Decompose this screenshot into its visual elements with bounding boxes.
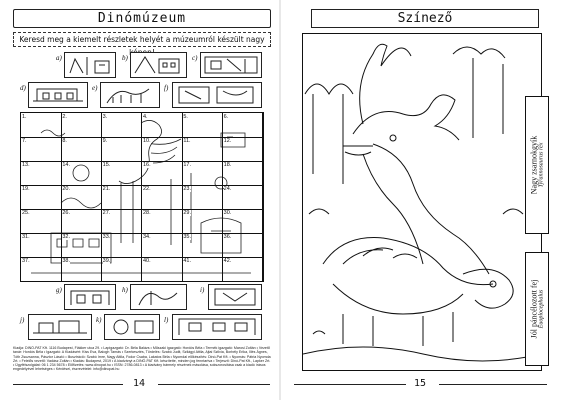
grid-cell-number: 8. [62,138,67,144]
grid-cell [21,113,62,138]
grid-cell-number: 28. [143,210,151,216]
grid-cell [182,185,223,210]
grid-cell [223,113,264,138]
page-title: Dinómúzeum [13,9,271,28]
grid-cell-number: 1. [22,114,27,120]
grid-cell-number: 39. [102,258,111,264]
grid-cell-number: 41. [183,258,191,264]
grid-cell [142,137,183,162]
detail-label-h: h) [122,286,128,294]
species-label-text [530,280,545,339]
grid-cell [102,161,143,186]
grid-cell-number: 3. [102,114,108,120]
grid-cell [102,233,143,258]
dinosaur-illustration [303,34,541,370]
grid-cell-number: 16. [143,162,151,168]
grid-cell [61,137,102,162]
grid-cell-number: 4. [143,114,148,120]
species-latin-name: Euoplocephalus [538,289,545,329]
grid-cell-number: 14. [62,162,70,168]
grid-cell [102,137,143,162]
grid-cell-number: 5. [183,114,188,120]
footer-rule-right [158,384,270,385]
grid-cell-number: 11. [183,138,191,144]
detail-picture-j [28,314,92,340]
footer-rule-left [294,384,406,385]
detail-label-g: g) [56,286,62,294]
page-title: Színező [311,9,539,28]
detail-picture-d [28,82,88,108]
detail-picture-g [64,284,116,310]
grid-cell [223,209,264,234]
detail-label-k: k) [96,316,102,324]
grid-cell [142,161,183,186]
species-label-text [530,136,545,194]
detail-label-l: l) [164,316,169,324]
detail-label-f: f) [164,84,169,92]
detail-picture-l [172,314,262,340]
imprint-text: Kiadja: DINÓ-PAT Kft. 1116 Budapest, Fiákker utca 29. • Lapigazgató: Dr. Béla Balázs • Műszaki igazgató: Hordós Béla • Termék igazgató: Marosi Zoltán • Vezető tanár: Hordós Béla • Igazgató: A Kiadásért: Kiss Eva, Balogh Tamás • Szerkesztés, Tördelés: Szabó Judit, Szilágyi Attila, Ajtai Szilvia, Borbély Erika, Illés Ágnes, Tóth Zsuzsanna, Pásztor László • Illusztráció: Szabó Imre, Nagy Attila, Fodor Csaba, Lakatos Béla • Nyomdai előkészítés: Dinó-Pat Kft. • Nyomás: Pátria Nyomda Zrt. • Felelős vezető: Vadász Zoltán • Kiadás: Budapest, 2019 • A kiadványt a DINÓ-PAT Kft. készítette, minden jog fenntartva • Terjeszti: Dinó-Pat Kft., Lapker Zrt. • Ügyfélszolgálat: 06 1 234 5678 • Előfizetés: www.dinopat.hu • ISSN: 2786-0813 • A kiadvány bármely részének másolása, sokszorosítása csak a kiadó írásos engedélyével lehetséges • Kérdései, észrevételei: info@dinopat.hu [13,346,271,372]
grid-cell-number: 37. [22,258,30,264]
museum-picture-grid [20,112,264,282]
grid-cell [223,137,264,162]
grid-cell [223,185,264,210]
grid-cell-number: 27. [102,210,111,216]
detail-picture-e [100,82,160,108]
grid-cell [21,209,62,234]
grid-cell-number: 25. [22,210,30,216]
grid-cell-number: 12. [223,138,232,144]
detail-picture-c [200,52,262,78]
grid-cell [182,233,223,258]
detail-label-d: d) [20,84,26,92]
detail-label-b: b) [122,54,128,62]
instruction-text: Keresd meg a kiemelt részletek helyét a múzeumról készült nagy [13,32,271,47]
grid-cell-number: 21. [102,186,111,192]
grid-cell-number: 20. [62,186,70,192]
species-common-name: Nagy zsarnokgyík [529,135,539,195]
grid-cell-number: 42. [223,258,232,264]
grid-cell-number: 38. [62,258,70,264]
grid-cell-number: 30. [223,210,232,216]
detail-picture-h [130,284,187,310]
grid-cell [182,137,223,162]
detail-picture-a [64,52,116,78]
grid-cell [61,209,102,234]
grid-cell-number: 26. [62,210,70,216]
grid-cell-number: 15. [102,162,111,168]
species-label-euoplocephalus [525,252,549,366]
grid-cell-number: 17. [183,162,191,168]
grid-cell [142,257,183,282]
footer-rule-right [439,384,547,385]
detail-picture-k [104,314,160,340]
species-label-tyrannosaurus [525,96,549,234]
grid-cell [142,209,183,234]
detail-picture-i [208,284,262,310]
grid-cell [182,257,223,282]
grid-cell [182,161,223,186]
grid-cell [142,113,183,138]
detail-label-a: a) [56,54,62,62]
grid-cell [223,257,264,282]
grid-cell-number: 18. [223,162,232,168]
grid-cell [142,233,183,258]
grid-cell-number: 24. [223,186,232,192]
grid-cell [102,257,143,282]
grid-cell [182,113,223,138]
grid-cell-number: 35. [183,234,191,240]
right-page [281,0,561,400]
page-number: 15 [414,378,427,389]
grid-cell [21,161,62,186]
grid-cell [21,137,62,162]
detail-picture-f [172,82,262,108]
grid-cell [61,185,102,210]
left-page [0,0,280,400]
grid-cell [182,209,223,234]
grid-cell-number: 19. [22,186,30,192]
species-common-name: Jól páncélozott fej [529,279,539,339]
grid-cell [21,257,62,282]
grid-cell-number: 9. [102,138,108,144]
grid-cell [61,233,102,258]
detail-label-i: i) [200,286,205,294]
grid-cell-number: 10. [143,138,151,144]
grid-cell-number: 31. [22,234,30,240]
grid-cell [61,257,102,282]
footer-rule-left [13,384,123,385]
grid-cell-number: 34. [143,234,151,240]
grid-cell [61,161,102,186]
detail-label-c: c) [192,54,198,62]
grid-cell-number: 29. [183,210,191,216]
grid-cell-number: 7. [22,138,27,144]
grid-cell-number: 2. [62,114,67,120]
grid-cell [102,113,143,138]
grid-cell-number: 36. [223,234,232,240]
grid-cell [142,185,183,210]
coloring-picture [302,33,542,371]
grid-cell-number: 32. [62,234,70,240]
species-latin-name: Tyrannosaurus rex [538,142,545,188]
grid-cell [61,113,102,138]
grid-cell [21,185,62,210]
grid-cell [102,209,143,234]
grid-cell-number: 33. [102,234,111,240]
detail-label-j: j) [20,316,25,324]
grid-cell-number: 13. [22,162,30,168]
grid-cell [223,161,264,186]
grid-cell [102,185,143,210]
detail-picture-b [130,52,187,78]
grid-cell-number: 23. [183,186,191,192]
detail-label-e: e) [92,84,98,92]
grid-cell-number: 40. [143,258,151,264]
grid-cell-number: 22. [143,186,151,192]
grid-cell-number: 6. [223,114,229,120]
grid-cell [21,233,62,258]
page-number: 14 [133,378,146,389]
grid-cell [223,233,264,258]
